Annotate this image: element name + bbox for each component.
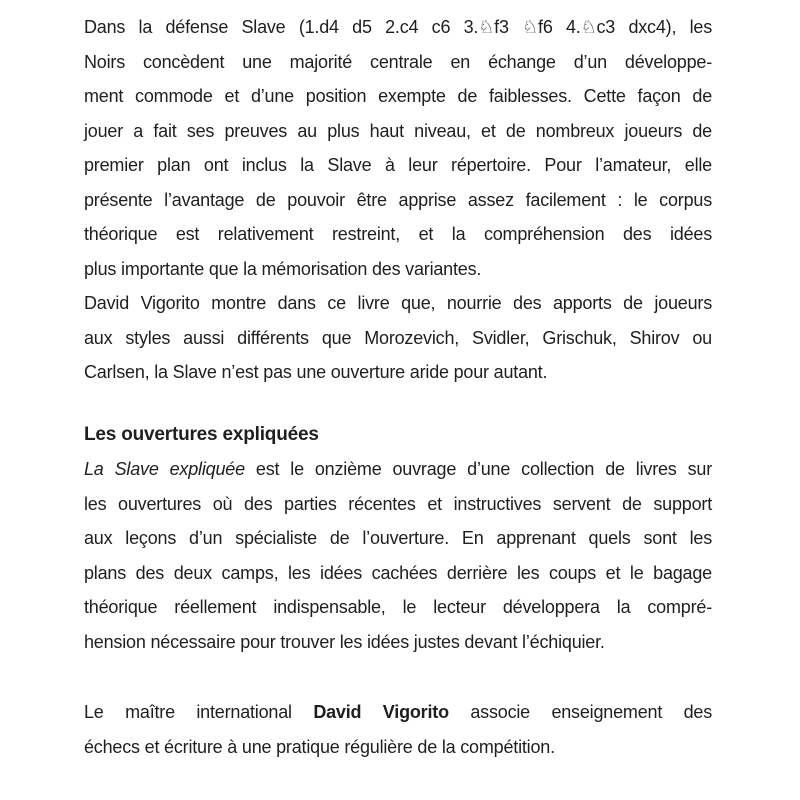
text-line: ment commode et d’une position exempte de faiblesses. Cette façon de	[84, 86, 712, 106]
text-line: aux leçons d’un spécialiste de l’ouverture. En apprenant quels sont les	[84, 528, 712, 548]
text-line: David Vigorito montre dans ce livre que, nourrie des apports de joueurs	[84, 293, 712, 313]
intro-paragraph	[84, 10, 712, 390]
text-segment: est le onzième ouvrage d’une collection de livres sur	[244, 459, 712, 479]
author-paragraph	[84, 695, 712, 764]
section-heading: Les ouvertures expliquées	[84, 423, 319, 445]
text-line: aux styles aussi différents que Morozevich, Svidler, Grischuk, Shirov ou	[84, 327, 712, 348]
text-line: les ouvertures où des parties récentes et instructives servent de support	[84, 493, 712, 514]
text-line: hension nécessaire pour trouver les idées justes devant l’échiquier.	[84, 631, 605, 652]
text-segment: Le maître international	[84, 702, 314, 722]
text-line: jouer a fait ses preuves au plus haut niveau, et de nombreux joueurs de	[84, 120, 712, 141]
text-segment: associe enseignement des	[448, 702, 713, 722]
text-line: plans des deux camps, les idées cachées derrière les coups et le bagage	[84, 562, 712, 583]
text-block	[84, 10, 712, 764]
text-line: Noirs concèdent une majorité centrale en échange d’un développe-	[84, 51, 712, 72]
text-line: théorique est relativement restreint, et la compréhension des idées	[84, 224, 712, 244]
text-line: échecs et écriture à une pratique régulière de la compétition.	[84, 736, 555, 757]
text-line: théorique réellement indispensable, le lecteur développera la compré-	[84, 597, 712, 617]
text-line: plus importante que la mémorisation des variantes.	[84, 258, 482, 279]
series-paragraph	[84, 452, 712, 659]
text-line: premier plan ont inclus la Slave à leur répertoire. Pour l’amateur, elle	[84, 155, 712, 175]
text-line	[84, 452, 712, 487]
author-name-bold: David Vigorito	[313, 702, 449, 722]
text-line: Carlsen, la Slave n’est pas une ouverture aride pour autant.	[84, 362, 548, 382]
text-line: Dans la défense Slave (1.d4 d5 2.c4 c6 3.♘f3 ♘f6 4.♘c3 dxc4), les	[84, 17, 712, 37]
book-title-italic: La Slave expliquée	[84, 459, 245, 479]
text-line: présente l’avantage de pouvoir être apprise assez facilement : le corpus	[84, 189, 712, 210]
text-line	[84, 695, 712, 730]
